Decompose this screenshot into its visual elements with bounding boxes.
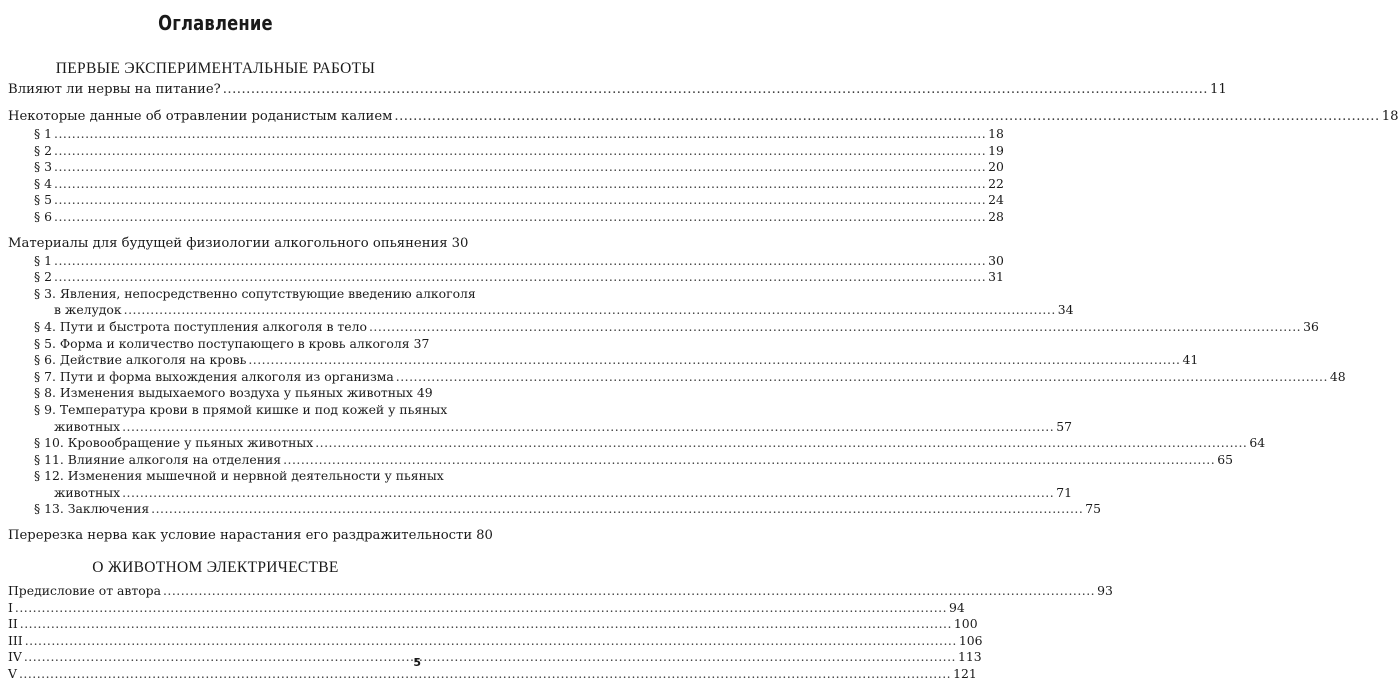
toc-subentry[interactable] bbox=[8, 252, 1004, 270]
dot-leader bbox=[25, 633, 957, 650]
toc-page-number: 30 bbox=[451, 235, 469, 251]
toc-page bbox=[8, 6, 1398, 683]
toc-subentry[interactable] bbox=[8, 385, 433, 402]
dot-leader bbox=[54, 209, 986, 226]
toc-subentry[interactable] bbox=[8, 451, 1233, 469]
toc-page-number: 57 bbox=[1056, 418, 1072, 434]
toc-subentry[interactable] bbox=[8, 501, 1102, 518]
toc-subentry-title: § 6. Действие алкоголя на кровь bbox=[34, 352, 247, 368]
toc-page-number: 37 bbox=[413, 335, 430, 351]
page-number: 5 bbox=[413, 656, 421, 669]
toc-subentry[interactable] bbox=[8, 208, 1004, 226]
toc-entry[interactable] bbox=[8, 599, 965, 617]
toc-entry[interactable] bbox=[8, 583, 1113, 600]
toc-page-number: 100 bbox=[953, 616, 978, 632]
toc-page-number: 113 bbox=[957, 649, 982, 665]
toc-entry[interactable] bbox=[8, 666, 977, 683]
toc-subentry[interactable] bbox=[8, 484, 1072, 502]
toc-page-number: 65 bbox=[1217, 451, 1233, 467]
toc-page-number: 121 bbox=[953, 666, 977, 682]
dot-leader bbox=[54, 126, 986, 143]
toc-subentry-title: животных bbox=[54, 484, 121, 500]
toc-entry-title: Влияют ли нервы на питание? bbox=[8, 82, 221, 97]
dot-leader bbox=[54, 269, 986, 286]
dot-leader bbox=[122, 419, 1054, 436]
page-title: Оглавление bbox=[158, 11, 273, 35]
toc-page-number: 20 bbox=[988, 159, 1004, 175]
toc-page-number: 28 bbox=[988, 208, 1004, 224]
toc-subentry-title: животных bbox=[54, 418, 121, 434]
toc-subentry-title: § 1 bbox=[34, 252, 53, 268]
toc-subentry-title: § 2 bbox=[34, 269, 53, 285]
toc-page-number: 11 bbox=[1210, 82, 1227, 97]
toc-entry-title: Некоторые данные об отравлении роданистым калием bbox=[8, 109, 393, 124]
toc-subentry[interactable] bbox=[8, 159, 1004, 176]
dot-leader bbox=[54, 192, 986, 209]
toc-subentry[interactable] bbox=[8, 126, 1004, 143]
dot-leader bbox=[124, 302, 1056, 319]
toc-subentry[interactable] bbox=[8, 368, 1346, 386]
toc-subentry-line1: § 3. Явления, непосредственно сопутствующие введению алкоголя bbox=[34, 285, 476, 301]
toc-subentry[interactable] bbox=[8, 318, 1319, 336]
toc-entry[interactable] bbox=[8, 632, 983, 650]
toc-subentry-line1: § 12. Изменения мышечной и нервной деятельности у пьяных bbox=[34, 468, 444, 484]
dot-leader bbox=[24, 649, 956, 666]
dot-leader bbox=[54, 253, 986, 270]
toc-page-number: 93 bbox=[1097, 583, 1113, 599]
toc-subentry[interactable] bbox=[8, 192, 1004, 209]
dot-leader bbox=[54, 143, 986, 160]
toc-page-number: 36 bbox=[1303, 318, 1319, 334]
toc-entry[interactable] bbox=[8, 526, 493, 545]
toc-page-number: 64 bbox=[1249, 435, 1266, 451]
dot-leader bbox=[223, 80, 1208, 99]
dot-leader bbox=[369, 319, 1301, 336]
toc-subentry-title: § 7. Пути и форма выхождения алкоголя из организма bbox=[34, 368, 394, 384]
toc-entry-title: I bbox=[8, 599, 13, 615]
toc-page-number: 18 bbox=[988, 126, 1004, 141]
dot-leader bbox=[248, 352, 1180, 369]
toc-page-number: 18 bbox=[1381, 109, 1398, 124]
toc-subentry[interactable] bbox=[8, 418, 1072, 436]
section-heading-animal-electricity: О ЖИВОТНОМ ЭЛЕКТРИЧЕСТВЕ bbox=[92, 559, 339, 577]
toc-subentry-title: § 1 bbox=[34, 126, 53, 141]
toc-page-number: 22 bbox=[988, 175, 1004, 191]
toc-entry[interactable] bbox=[8, 107, 1398, 126]
dot-leader bbox=[394, 107, 1379, 126]
toc-entry-title: Материалы для будущей физиологии алкогольного опьянения bbox=[8, 235, 448, 251]
toc-page-number: 34 bbox=[1057, 302, 1074, 318]
toc-entry-title: V bbox=[8, 666, 17, 682]
toc-subentry-title: § 8. Изменения выдыхаемого воздуха у пьяных животных bbox=[34, 385, 413, 401]
toc-page-number: 106 bbox=[958, 632, 983, 648]
toc-subentry-title: § 6 bbox=[34, 208, 53, 224]
toc-subentry-title: § 11. Влияние алкоголя на отделения bbox=[34, 451, 282, 467]
toc-subentry-title: § 5 bbox=[34, 192, 53, 208]
toc-subentry[interactable] bbox=[8, 269, 1004, 286]
dot-leader bbox=[283, 452, 1215, 469]
toc-subentry-title: § 2 bbox=[34, 142, 53, 158]
toc-page-number: 71 bbox=[1056, 484, 1072, 500]
toc-entry-title: II bbox=[8, 616, 18, 632]
toc-entry[interactable] bbox=[8, 234, 469, 253]
toc-page-number: 75 bbox=[1085, 501, 1102, 517]
toc-entry-title: Перерезка нерва как условие нарастания его раздражительности bbox=[8, 528, 473, 544]
toc-page-number: 41 bbox=[1182, 352, 1199, 368]
toc-entry[interactable] bbox=[8, 80, 1227, 99]
toc-page-number: 49 bbox=[416, 385, 433, 401]
toc-page-number: 30 bbox=[988, 252, 1004, 268]
toc-page-number: 24 bbox=[988, 192, 1004, 208]
dot-leader bbox=[315, 435, 1247, 452]
toc-subentry-title: в желудок bbox=[54, 302, 122, 318]
toc-subentry-line1: § 9. Температура крови в прямой кишке и под кожей у пьяных bbox=[34, 401, 448, 417]
toc-subentry[interactable] bbox=[8, 175, 1004, 193]
dot-leader bbox=[54, 159, 986, 176]
dot-leader bbox=[396, 369, 1328, 386]
dot-leader bbox=[122, 485, 1054, 502]
toc-entry[interactable] bbox=[8, 649, 982, 666]
toc-page-number: 80 bbox=[476, 528, 493, 544]
toc-subentry[interactable] bbox=[8, 142, 1004, 160]
dot-leader bbox=[15, 600, 947, 617]
toc-entry-title: IV bbox=[8, 649, 22, 665]
toc-entry[interactable] bbox=[8, 616, 978, 633]
dot-leader bbox=[151, 501, 1083, 518]
toc-page-number: 94 bbox=[949, 599, 965, 615]
dot-leader bbox=[19, 666, 951, 683]
toc-subentry[interactable] bbox=[8, 352, 1199, 369]
dot-leader bbox=[54, 176, 986, 193]
toc-subentry[interactable] bbox=[8, 435, 1266, 452]
toc-subentry-title: § 5. Форма и количество поступающего в кровь алкоголя bbox=[34, 335, 410, 351]
toc-subentry-title: § 4 bbox=[34, 175, 53, 191]
toc-entry-title: Предисловие от автора bbox=[8, 583, 161, 599]
toc-page-number: 31 bbox=[988, 269, 1004, 285]
toc-entry-title: III bbox=[8, 632, 23, 648]
toc-page-number: 19 bbox=[988, 142, 1004, 158]
toc-subentry[interactable] bbox=[8, 302, 1074, 319]
section-heading-experimental: ПЕРВЫЕ ЭКСПЕРИМЕНТАЛЬНЫЕ РАБОТЫ bbox=[55, 60, 376, 77]
toc-subentry-title: § 3 bbox=[34, 159, 53, 175]
toc-subentry-title: § 10. Кровообращение у пьяных животных bbox=[34, 435, 314, 451]
toc-subentry-title: § 13. Заключения bbox=[34, 501, 150, 517]
dot-leader bbox=[20, 616, 952, 633]
toc-page-number: 48 bbox=[1329, 368, 1346, 384]
toc-subentry-title: § 4. Пути и быстрота поступления алкоголя в тело bbox=[34, 318, 367, 334]
dot-leader bbox=[163, 583, 1095, 600]
toc-subentry[interactable] bbox=[8, 335, 430, 353]
